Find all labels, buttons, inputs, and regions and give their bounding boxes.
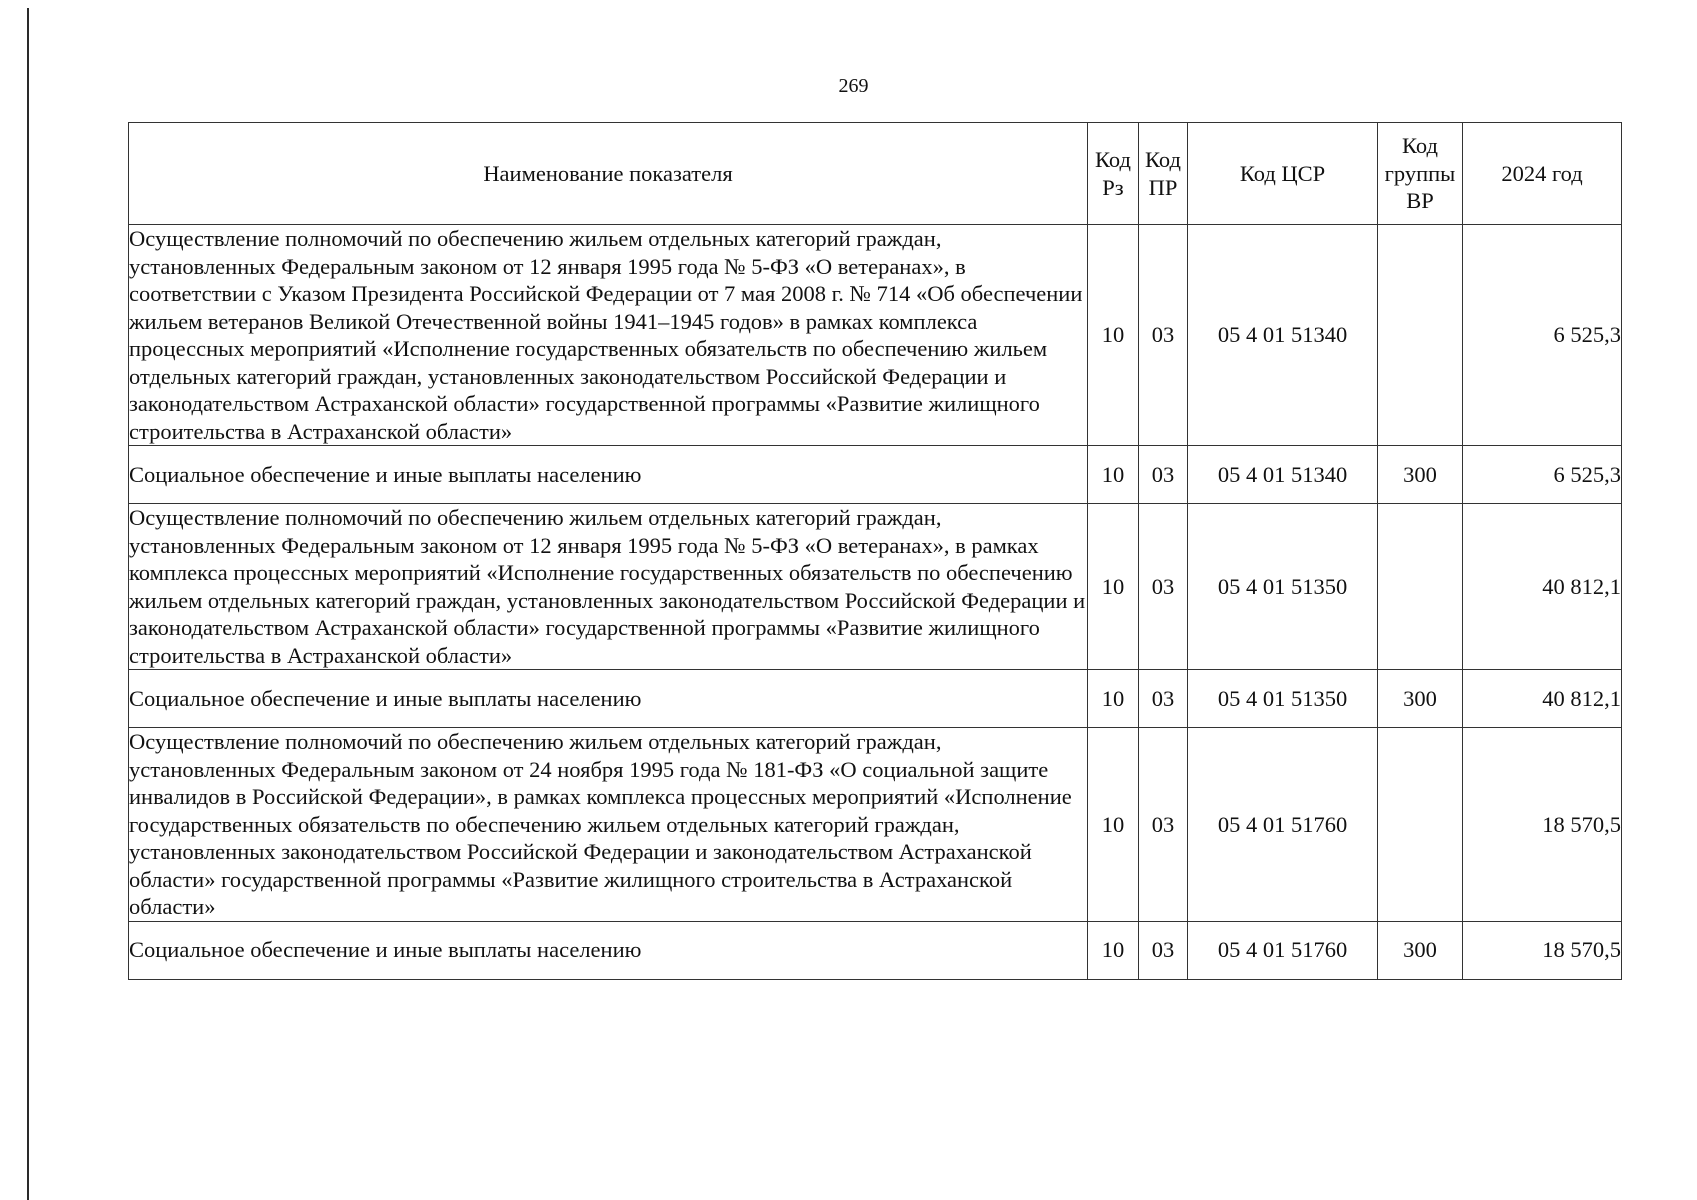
row-name: Социальное обеспечение и иные выплаты населению — [129, 446, 1088, 504]
table-row — [129, 504, 1622, 670]
row-amount: 6 525,3 — [1463, 446, 1622, 504]
row-code-rz: 10 — [1088, 504, 1139, 670]
row-code-csr: 05 4 01 51350 — [1188, 670, 1378, 728]
row-code-csr: 05 4 01 51760 — [1188, 728, 1378, 922]
row-code-pr: 03 — [1139, 921, 1188, 979]
table-row — [129, 670, 1622, 728]
header-row — [129, 123, 1622, 225]
header-code-vr: Код группы ВР — [1378, 123, 1463, 225]
row-code-pr: 03 — [1139, 504, 1188, 670]
row-amount: 18 570,5 — [1463, 921, 1622, 979]
row-code-pr: 03 — [1139, 728, 1188, 922]
row-code-pr: 03 — [1139, 446, 1188, 504]
row-amount: 40 812,1 — [1463, 670, 1622, 728]
row-code-vr — [1378, 728, 1463, 922]
table-row — [129, 728, 1622, 922]
row-code-pr: 03 — [1139, 670, 1188, 728]
header-code-pr: Код ПР — [1139, 123, 1188, 225]
header-code-rz: Код Рз — [1088, 123, 1139, 225]
row-code-rz: 10 — [1088, 446, 1139, 504]
row-amount: 6 525,3 — [1463, 225, 1622, 446]
row-code-vr: 300 — [1378, 670, 1463, 728]
row-code-csr: 05 4 01 51760 — [1188, 921, 1378, 979]
row-code-vr: 300 — [1378, 446, 1463, 504]
table-row — [129, 446, 1622, 504]
row-code-rz: 10 — [1088, 921, 1139, 979]
binding-edge-line — [27, 8, 29, 1200]
table-header — [129, 123, 1622, 225]
header-year: 2024 год — [1463, 123, 1622, 225]
row-code-rz: 10 — [1088, 728, 1139, 922]
row-name: Осуществление полномочий по обеспечению жильем отдельных категорий граждан, установленных Федеральным законом от 12 января 1995 года № 5-ФЗ «О ветеранах», в соответствии с Указом Президента Российской Федерации от 7 мая 2008 г. № 714 «Об обеспечении жильем ветеранов Великой Отечественной войны 1941–1945 годов» в рамках комплекса процессных мероприятий «Исполнение государственных обязательств по обеспечению жильем отдельных категорий граждан, установленных законодательством Российской Федерации и законодательством Астраханской области» государственной программы «Развитие жилищного строительства в Астраханской области» — [129, 225, 1088, 446]
row-code-pr: 03 — [1139, 225, 1188, 446]
row-code-rz: 10 — [1088, 670, 1139, 728]
row-amount: 18 570,5 — [1463, 728, 1622, 922]
page-number: 269 — [838, 75, 869, 97]
row-code-csr: 05 4 01 51350 — [1188, 504, 1378, 670]
header-name: Наименование показателя — [129, 123, 1088, 225]
row-code-vr — [1378, 225, 1463, 446]
table-body — [129, 225, 1622, 980]
row-amount: 40 812,1 — [1463, 504, 1622, 670]
row-code-csr: 05 4 01 51340 — [1188, 446, 1378, 504]
table-row — [129, 225, 1622, 446]
row-name: Социальное обеспечение и иные выплаты населению — [129, 670, 1088, 728]
row-code-vr: 300 — [1378, 921, 1463, 979]
table-row — [129, 921, 1622, 979]
row-code-csr: 05 4 01 51340 — [1188, 225, 1378, 446]
budget-table — [128, 122, 1622, 980]
row-code-vr — [1378, 504, 1463, 670]
header-code-csr: Код ЦСР — [1188, 123, 1378, 225]
row-name: Осуществление полномочий по обеспечению жильем отдельных категорий граждан, установленных Федеральным законом от 12 января 1995 года № 5-ФЗ «О ветеранах», в рамках комплекса процессных мероприятий «Исполнение государственных обязательств по обеспечению жильем отдельных категорий граждан, установленных законодательством Российской Федерации и законодательством Астраханской области» государственной программы «Развитие жилищного строительства в Астраханской области» — [129, 504, 1088, 670]
row-code-rz: 10 — [1088, 225, 1139, 446]
row-name: Социальное обеспечение и иные выплаты населению — [129, 921, 1088, 979]
row-name: Осуществление полномочий по обеспечению жильем отдельных категорий граждан, установленных Федеральным законом от 24 ноября 1995 года № 181-ФЗ «О социальной защите инвалидов в Российской Федерации», в рамках комплекса процессных мероприятий «Исполнение государственных обязательств по обеспечению жильем отдельных категорий граждан, установленных законодательством Российской Федерации и законодательством Астраханской области» государственной программы «Развитие жилищного строительства в Астраханской области» — [129, 728, 1088, 922]
